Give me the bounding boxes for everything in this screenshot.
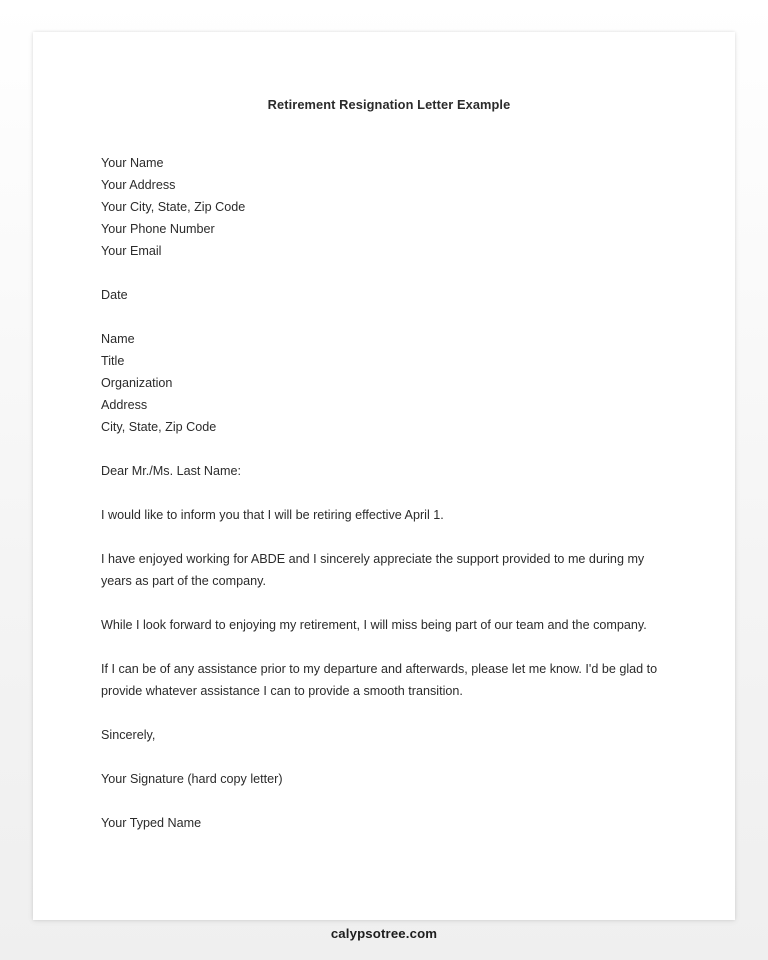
body-paragraph-1: I would like to inform you that I will be retiring effective April 1. <box>101 508 444 522</box>
salutation-text: Dear Mr./Ms. Last Name: <box>101 464 241 478</box>
recipient-line-name: Name <box>101 332 135 346</box>
sender-line-name: Your Name <box>101 156 164 170</box>
typed-name-placeholder: Your Typed Name <box>101 816 202 830</box>
page-title: Retirement Resignation Letter Example <box>267 97 511 112</box>
sender-address-block <box>101 152 663 262</box>
recipient-line-city-state: City, State, Zip Code <box>101 420 217 434</box>
sender-line-email: Your Email <box>101 244 162 258</box>
sender-line-phone: Your Phone Number <box>101 222 215 236</box>
sender-line-address: Your Address <box>101 178 176 192</box>
recipient-line-organization: Organization <box>101 376 173 390</box>
signature-placeholder: Your Signature (hard copy letter) <box>101 772 283 786</box>
recipient-address-block <box>101 328 663 438</box>
recipient-line-title: Title <box>101 354 125 368</box>
body-paragraph-3: While I look forward to enjoying my retirement, I will miss being part of our team and the company. <box>101 618 647 632</box>
letter-content <box>101 94 663 856</box>
salutation-line <box>101 460 663 482</box>
closing-salutation: Sincerely, <box>101 728 156 742</box>
sender-line-city-state: Your City, State, Zip Code <box>101 200 246 214</box>
site-watermark: calypsotree.com <box>330 926 438 941</box>
body-paragraph-4: If I can be of any assistance prior to my departure and afterwards, please let me know. I'd be glad to provide whatever assistance I can to provide a smooth transition. <box>101 662 658 698</box>
recipient-line-address: Address <box>101 398 148 412</box>
body-paragraph-2: I have enjoyed working for ABDE and I sincerely appreciate the support provided to me during my years as part of the company. <box>101 552 645 588</box>
date-block <box>101 284 663 306</box>
letter-page <box>33 32 735 920</box>
date-line: Date <box>101 288 128 302</box>
